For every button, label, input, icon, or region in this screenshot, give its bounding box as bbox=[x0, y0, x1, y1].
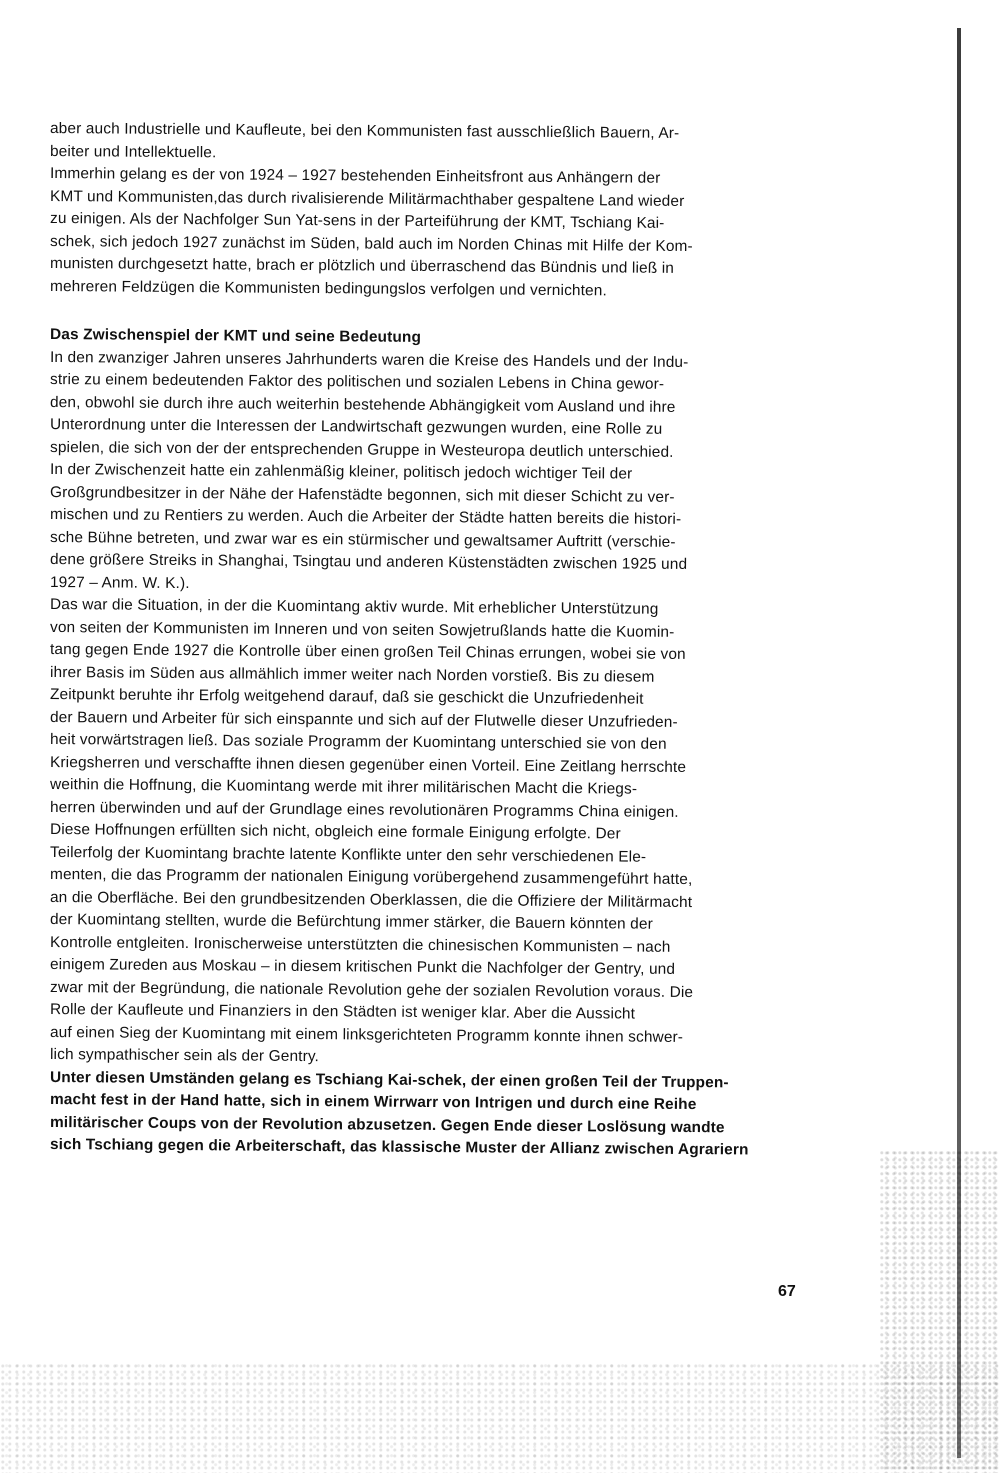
text-line: lich sympathischer sein als der Gentry. bbox=[49, 1046, 320, 1066]
section-paragraphs bbox=[50, 347, 810, 1067]
text-line: In den zwanziger Jahren unseres Jahrhunderts waren die Kreise des Handels und der Indu- bbox=[49, 348, 689, 371]
text-line: heit vorwärtstragen ließ. Das soziale Programm der Kuomintang unterschied sie von den bbox=[49, 731, 667, 753]
text-line: aber auch Industrielle und Kaufleute, bei den Kommunisten fast ausschließlich Bauern, Ar- bbox=[49, 120, 680, 142]
text-line: Teilerfolg der Kuomintang brachte latente Konflikte unter den sehr verschiedenen Ele- bbox=[49, 843, 647, 866]
text-line: 1927 – Anm. W. K.). bbox=[49, 573, 190, 592]
text-line: macht fest in der Hand hatte, sich in einem Wirrwarr von Intrigen und durch eine Reihe bbox=[49, 1091, 697, 1114]
text-line: mischen und zu Rentiers zu werden. Auch die Arbeiter der Städte hatten bereits die histori- bbox=[49, 506, 682, 528]
text-line: In der Zwischenzeit hatte ein zahlenmäßig kleiner, politisch jedoch wichtiger Teil der bbox=[49, 461, 633, 483]
text-line: Großgrundbesitzer in der Nähe der Hafenstädte begonnen, sich mit dieser Schicht zu ver- bbox=[49, 483, 675, 506]
text-line: herren überwinden und auf der Grundlage eines revolutionären Programms China einigen. bbox=[49, 798, 679, 821]
text-line: der Bauern und Arbeiter für sich einspannte und sich auf der Flutwelle dieser Unzufrieden- bbox=[49, 708, 678, 731]
text-line: Diese Hoffnungen erfüllten sich nicht, obgleich eine formale Einigung erfolgte. Der bbox=[49, 821, 621, 843]
text-line: Kontrolle entgleiten. Ironischerweise unterstützten die chinesischen Kommunisten – nach bbox=[49, 933, 671, 956]
text-line: der Kuomintang stellten, wurde die Befürchtung immer stärker, die Bauern könnten der bbox=[49, 911, 653, 933]
page-number: 67 bbox=[778, 1283, 796, 1300]
body-text bbox=[50, 118, 810, 1157]
text-line: militärischer Coups von der Revolution abzusetzen. Gegen Ende dieser Loslösung wandte bbox=[49, 1113, 725, 1136]
text-line: Rolle der Kaufleute und Finanziers in den Städten ist weniger klar. Aber die Aussicht bbox=[49, 1001, 636, 1023]
text-line: Zeitpunkt beruhte ihr Erfolg weitgehend darauf, daß sie geschickt die Unzufriedenheit bbox=[49, 686, 644, 708]
text-line: den, obwohl sie durch ihre auch weiterhin bestehende Abhängigkeit vom Ausland und ihre bbox=[49, 393, 676, 416]
text-line: menten, die das Programm der nationalen Einigung vorübergehend zusammengeführt hatte, bbox=[49, 866, 693, 889]
closing-paragraph bbox=[50, 1067, 810, 1157]
text-line: spielen, die sich von der der entsprechenden Gruppe in Westeuropa deutlich unterschied. bbox=[49, 438, 674, 461]
text-line: KMT und Kommunisten,das durch rivalisierende Militärmachthaber gespaltene Land wieder bbox=[49, 187, 685, 210]
text-line: zwar mit der Begründung, die nationale Revolution gehe der sozialen Revolution voraus. Die bbox=[49, 978, 694, 1001]
intro-paragraph bbox=[50, 118, 810, 298]
text-line: dene größere Streiks in Shanghai, Tsingtau und anderen Küstenstädten zwischen 1925 und bbox=[49, 551, 688, 574]
section-heading: Das Zwischenspiel der KMT und seine Bedeutung bbox=[49, 326, 422, 346]
text-line: Immerhin gelang es der von 1924 – 1927 bestehenden Einheitsfront aus Anhängern der bbox=[49, 165, 661, 187]
text-line: mehreren Feldzügen die Kommunisten bedingungslos verfolgen und vernichten. bbox=[49, 277, 608, 299]
text-line: an die Oberfläche. Bei den grundbesitzenden Oberklassen, die die Offiziere der Militärmacht bbox=[49, 888, 693, 911]
text-line: weithin die Hoffnung, die Kuomintang werde mit ihrer militärischen Macht die Kriegs- bbox=[49, 776, 638, 798]
text-line: munisten durchgesetzt hatte, brach er plötzlich und überraschend das Bündnis und ließ in bbox=[49, 255, 675, 277]
text-line: einigem Zureden aus Moskau – in diesem kritischen Punkt die Nachfolger der Gentry, und bbox=[49, 956, 676, 978]
text-line: Unter diesen Umständen gelang es Tschiang Kai-schek, der einen großen Teil der Truppen- bbox=[49, 1068, 729, 1091]
text-line: strie zu einem bedeutenden Faktor des politischen und sozialen Lebens in China gewor- bbox=[49, 371, 665, 393]
text-line: zu einigen. Als der Nachfolger Sun Yat-sens in der Parteiführung der KMT, Tschiang Kai- bbox=[49, 210, 665, 232]
text-line: schek, sich jedoch 1927 zunächst im Süden, bald auch im Norden Chinas mit Hilfe der Kom- bbox=[49, 232, 693, 255]
text-line: ihrer Basis im Süden aus allmählich immer weiter nach Norden vorstieß. Bis zu diesem bbox=[49, 663, 655, 686]
text-line: Unterordnung unter die Interessen der Landwirtschaft gezwungen wurden, eine Rolle zu bbox=[49, 416, 663, 438]
text-line: sich Tschiang gegen die Arbeiterschaft, das klassische Muster der Allianz zwischen Agrariern bbox=[49, 1136, 749, 1159]
scan-noise-bottom bbox=[0, 1363, 1000, 1473]
text-line: Kriegsherren und verschaffte ihnen diesen gegenüber einen Vorteil. Eine Zeitlang herrschte bbox=[49, 753, 687, 776]
text-line: tang gegen Ende 1927 die Kontrolle über einen großen Teil Chinas errungen, wobei sie von bbox=[49, 641, 686, 663]
text-line: Das war die Situation, in der die Kuomintang aktiv wurde. Mit erheblicher Unterstützung bbox=[49, 596, 659, 618]
text-line: beiter und Intellektuelle. bbox=[49, 142, 217, 161]
text-line: von seiten der Kommunisten im Inneren und von seiten Sowjetrußlands hatte die Kuomin- bbox=[49, 618, 675, 641]
text-line: sche Bühne betreten, und zwar war es ein stürmischer und gewaltsamer Auftritt (verschie- bbox=[49, 528, 676, 551]
text-line: auf einen Sieg der Kuomintang mit einem linksgerichteten Programm konnte ihnen schwer- bbox=[49, 1023, 684, 1046]
